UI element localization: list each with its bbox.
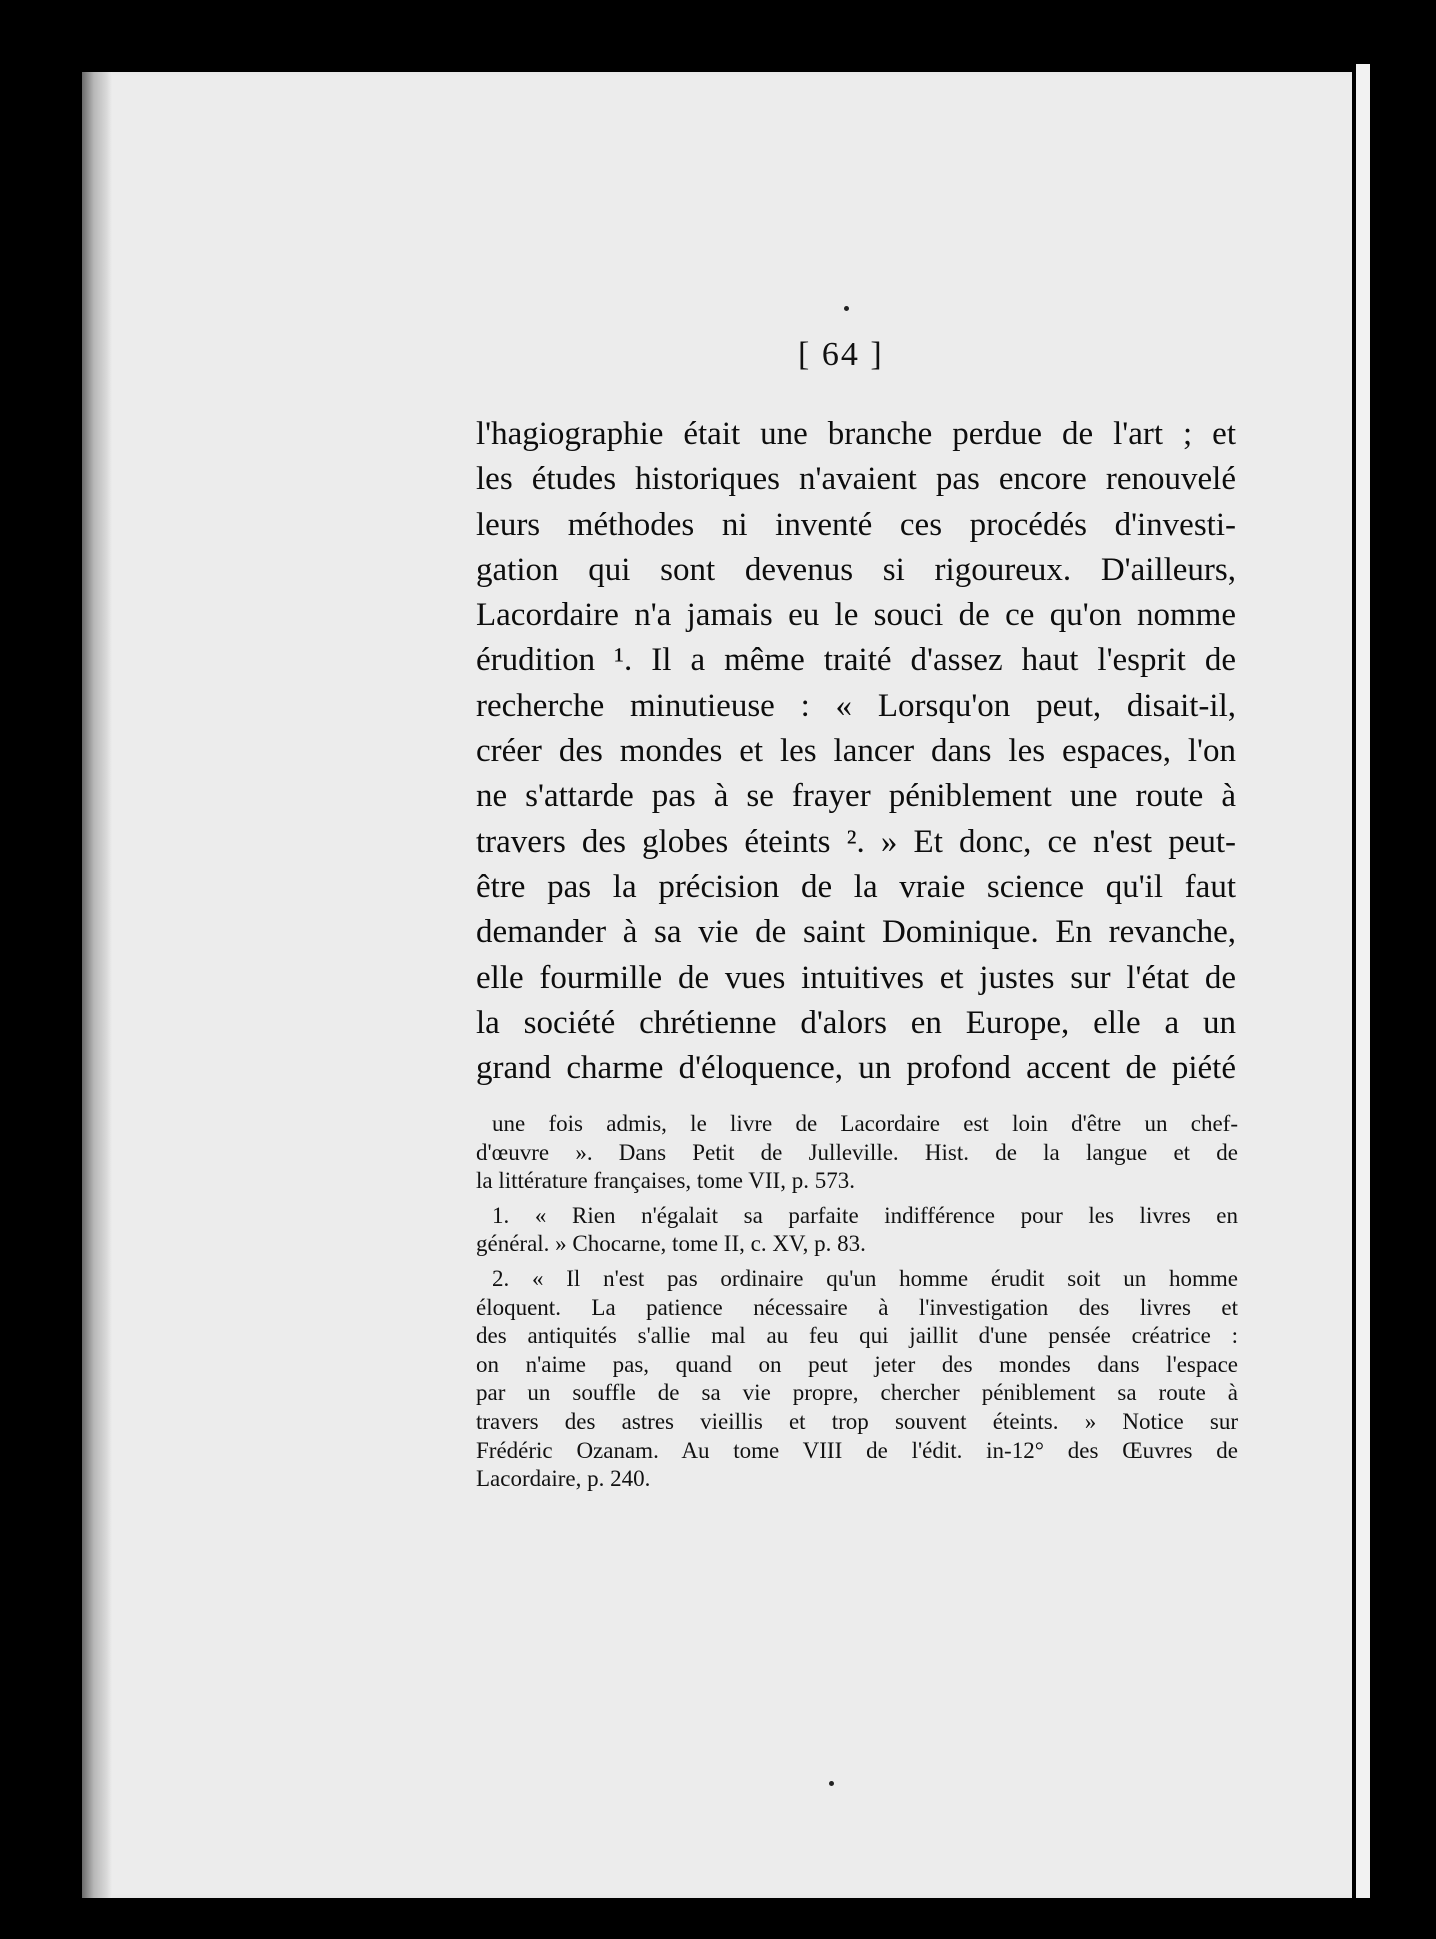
body-line: demander à sa vie de saint Dominique. En revanche, — [476, 914, 1236, 951]
body-line: ne s'attarde pas à se frayer péniblement une route à — [476, 778, 1236, 815]
footnote-line: éloquent. La patience nécessaire à l'investigation des livres et — [476, 1294, 1238, 1320]
next-page-edge — [1356, 64, 1370, 1898]
footnote-line: d'œuvre ». Dans Petit de Julleville. Hist. de la langue et de — [476, 1139, 1238, 1165]
bottom-dot-mark — [829, 1781, 834, 1786]
footnote-line: Frédéric Ozanam. Au tome VIII de l'édit. in-12° des Œuvres de — [476, 1437, 1238, 1463]
body-line: travers des globes éteints ². » Et donc, ce n'est peut- — [476, 823, 1236, 860]
footnote-continued — [476, 1110, 1238, 1196]
footnote-line: travers des astres vieillis et trop souvent éteints. » Notice sur — [476, 1408, 1238, 1434]
body-line: la société chrétienne d'alors en Europe, elle a un — [476, 1004, 1236, 1041]
body-text — [476, 412, 1236, 1091]
body-line: gation qui sont devenus si rigoureux. D'ailleurs, — [476, 551, 1236, 588]
footnote-line: par un souffle de sa vie propre, chercher péniblement sa route à — [476, 1380, 1238, 1406]
page-number: [ 64 ] — [798, 336, 884, 373]
footnote-2 — [476, 1265, 1238, 1494]
footnote-line: Lacordaire, p. 240. — [476, 1466, 651, 1492]
body-line: grand charme d'éloquence, un profond accent de piété — [476, 1050, 1236, 1087]
body-line: créer des mondes et les lancer dans les espaces, l'on — [476, 733, 1236, 770]
footnote-line: on n'aime pas, quand on peut jeter des mondes dans l'espace — [476, 1351, 1238, 1377]
page-binding-edge — [82, 72, 112, 1898]
footnote-line: 2. « Il n'est pas ordinaire qu'un homme érudit soit un homme — [492, 1265, 1238, 1291]
body-line: leurs méthodes ni inventé ces procédés d'investi- — [476, 506, 1236, 543]
body-line: recherche minutieuse : « Lorsqu'on peut, disait-il, — [476, 687, 1236, 724]
body-line: elle fourmille de vues intuitives et justes sur l'état de — [476, 959, 1236, 996]
footnote-line: 1. « Rien n'égalait sa parfaite indifférence pour les livres en — [492, 1202, 1238, 1228]
body-line: les études historiques n'avaient pas encore renouvelé — [476, 461, 1236, 498]
footnote-line: des antiquités s'allie mal au feu qui jaillit d'une pensée créatrice : — [476, 1323, 1238, 1349]
body-line: Lacordaire n'a jamais eu le souci de ce qu'on nomme — [476, 597, 1236, 634]
body-line: être pas la précision de la vraie science qu'il faut — [476, 868, 1236, 905]
body-line: l'hagiographie était une branche perdue de l'art ; et — [476, 416, 1236, 452]
footnote-1 — [476, 1202, 1238, 1259]
footnote-line: la littérature françaises, tome VII, p. 573. — [476, 1168, 855, 1194]
body-line: érudition ¹. Il a même traité d'assez haut l'esprit de — [476, 642, 1236, 679]
footnote-line: une fois admis, le livre de Lacordaire est loin d'être un chef- — [492, 1111, 1238, 1136]
footnotes — [476, 1110, 1238, 1494]
footnote-line: général. » Chocarne, tome II, c. XV, p. 83. — [476, 1231, 866, 1257]
top-dot-mark — [844, 306, 849, 311]
